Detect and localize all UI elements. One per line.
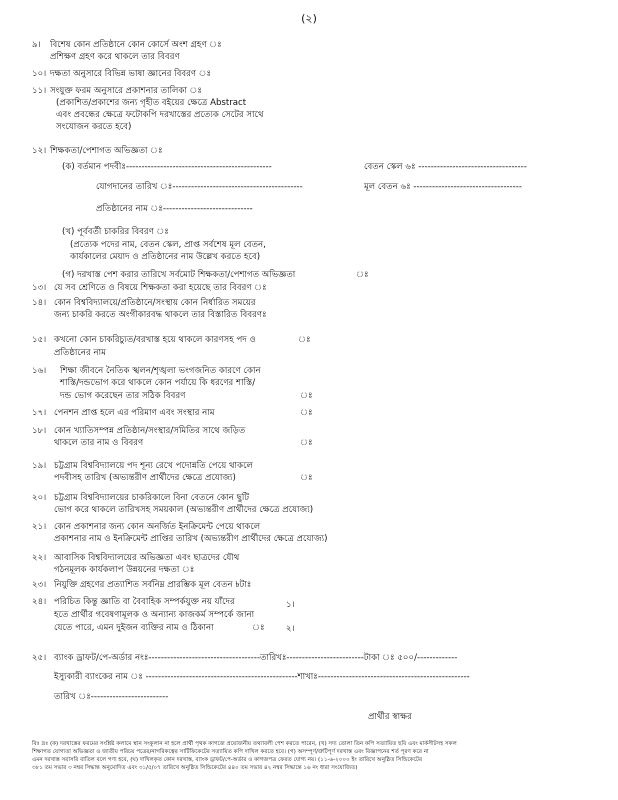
item-11-number: ১১।	[32, 86, 47, 96]
item-15-colon: ঃ	[298, 335, 311, 345]
total-experience-colon: ঃ	[356, 270, 369, 280]
item-15-number: ১৫।	[32, 335, 47, 345]
item-20-line-1: চট্টগ্রাম বিশ্ববিদ্যালয়ের চাকরিকালে বিনা বেতনে কোন ছুটি	[54, 493, 250, 503]
item-21-number: ২১।	[32, 522, 47, 532]
footnote-line-4: ৩৮১ তম সভার ৩ নম্বর সিদ্ধান্ত অনুমোদিত এবং ৩১/৫/০৭ তারিখে অনুষ্ঠিত সিন্ডিকেটের ৪৪০ তম সভার ৪২ নম্বর সিদ্ধান্তে ১৬ নং ধারা সংযোজিত)	[32, 765, 358, 771]
item-16-colon: ঃ	[300, 391, 313, 401]
item-18-colon: ঃ	[300, 438, 313, 448]
item-24-line-3: যেতে পারে, এমন দুইজন ব্যক্তির নাম ও ঠিকানা	[54, 623, 214, 633]
item-24-number: ২৪।	[32, 597, 47, 607]
item-15-line-1: কখনো কোন চাকরিচ্যুত/বরখাস্ত হয়ে থাকলে কারণসহ পদ ও	[54, 335, 256, 345]
basic-pay-field[interactable]: মূল বেতন ৬ঃ -----------------------------------	[364, 182, 522, 192]
item-24-colon: ঃ	[252, 623, 265, 633]
item-19-number: ১৯।	[32, 461, 47, 471]
item-20-line-2: ভোগ করে থাকলে তারিখসহ সময়কাল (অভ্যন্তরীণ প্রার্থীদের ক্ষেত্রে প্রযোজ্য)	[54, 505, 314, 515]
joining-date-field[interactable]: যোগদানের তারিখ ঃ------------------------------------------	[96, 182, 303, 192]
item-24-line-1: পরিচিত কিন্তু জ্ঞাতি বা বৈবাহিক সম্পর্কযুক্ত নয় যাঁদের	[54, 597, 235, 607]
reference-1-number: ১।	[286, 600, 295, 610]
item-21-line-2: প্রকাশনার নাম ও ইনক্রিমেন্ট প্রাপ্তির তারিখ (অভ্যন্তরীণ প্রার্থীদের ক্ষেত্রে প্রযোজ্য)	[54, 534, 328, 544]
pay-scale-field[interactable]: বেতন স্কেল ৬ঃ -----------------------------------	[364, 162, 527, 172]
bank-draft-field[interactable]: ব্যাংক ড্রাফট/পে-অর্ডার নংঃ------------------------------------তারিখঃ-------------------------টাকা ঃ ৫০০/-------------	[54, 653, 458, 663]
item-24-line-2: হতে প্রার্থীর গবেষণামূলক ও অন্যান্য কাজকর্ম সম্পর্কে জানা	[54, 610, 255, 620]
applicant-signature-label: প্রার্থীর স্বাক্ষর	[368, 712, 412, 722]
item-16-line-2: শাস্তি/দন্ডভোগ করে থাকলে কোন পর্যায়ে কি ধরণের শাস্তি/	[60, 378, 256, 388]
reference-2-number: ২।	[286, 624, 295, 634]
footnote-line-3: এমন দরখাস্ত সরাসরি বাতিল বলে গণ্য হবে, (ঘ) দাখিলকৃত কোন দরখাস্ত, ব্যাংক ড্রাফট/পে-অর্ডার ও কাগজপত্র ফেরত যোগ্য নয়। (১১-৬-২০০০ ইং তারিখে অনুষ্ঠিত সিন্ডিকেটের	[32, 757, 423, 763]
item-15-line-2: প্রতিষ্ঠানের নাম	[54, 348, 106, 358]
item-21-line-1: কোন প্রকাশনার জন্য কোন অনর্জিত ইনক্রিমেন্ট পেয়ে থাকলে	[54, 522, 261, 532]
item-17-number: ১৭।	[32, 408, 47, 418]
item-22-number: ২২।	[32, 553, 47, 563]
issuing-bank-field[interactable]: ইস্যুকারী ব্যাংকের নাম ঃ -------------------------------------------------শাখাঃ-------------------------------------------------	[54, 672, 470, 682]
footnote-line-1: বিঃ দ্রঃ (ক) দরখাস্তের ফরমের সংশ্লিষ্ট কলামে স্থান সংকুলান না হলে প্রার্থী পৃথক কাগজে প্রয়োজনীয় তথ্যাবলী পেশ করতে পারেন, (খ) সদ্য তোলা তিন কপি সত্যায়িত ছবি এবং মার্কসীটসহ সকল	[32, 741, 457, 747]
item-14-line-1: কোন বিশ্ববিদ্যালয়ে/প্রতিষ্ঠানে/সংস্থায় কোন নির্ধারিত সময়ের	[54, 298, 256, 308]
item-23-number: ২৩।	[32, 580, 47, 590]
item-13-number: ১৩।	[32, 283, 47, 293]
payment-date-field[interactable]: তারিখ ঃ-------------------------	[54, 692, 169, 702]
item-14-number: ১৪।	[32, 298, 47, 308]
previous-service-label: (খ) পূর্ববর্তী চাকরির বিবরণ ঃ	[62, 227, 169, 237]
item-18-line-2: থাকলে তার নাম ও বিবরণ	[54, 438, 144, 448]
item-17-colon: ঃ	[300, 408, 313, 418]
item-9-line-2: প্রশিক্ষণ গ্রহণ করে থাকলে তার বিবরণ	[50, 52, 180, 62]
item-22-line-1: আবাসিক বিশ্ববিদ্যালয়ের অভিজ্ঞতা এবং ছাত্রদের যৌথ	[54, 553, 240, 563]
item-9-line-1: বিশেষ কোন প্রতিষ্ঠানে কোন কোর্সে অংশ গ্রহণ ঃ	[50, 40, 222, 50]
item-16-line-1: শিক্ষা জীবনে নৈতিক স্খলন/শৃঙ্খলা ভংগজনিত কারণে কোন	[60, 366, 261, 376]
item-11-line-3: এবং প্রবন্ধের ক্ষেত্রে ফটোকপি দরখাস্তের প্রত্যেক সেটের সাথে	[56, 110, 264, 120]
item-14-line-2: জন্য চাকরি করতে অংগীকারবদ্ধ থাকলে তার বিস্তারিত বিবরণঃ	[54, 310, 267, 320]
item-11-line-1: সংযুক্ত ফরম অনুসারে প্রকাশনার তালিকা ঃ	[50, 86, 202, 96]
item-16-number: ১৬।	[32, 366, 47, 376]
item-19-colon: ঃ	[300, 473, 313, 483]
item-20-number: ২০।	[32, 493, 47, 503]
item-12-line-1: শিক্ষকতা/পেশাগত অভিজ্ঞতা ঃ	[50, 146, 163, 156]
previous-service-line-1: (প্রত্যেক পদের নাম, বেতন স্কেল, প্রাপ্ত সর্বশেষ মূল বেতন,	[70, 240, 266, 250]
item-10-number: ১০।	[32, 69, 47, 79]
item-18-number: ১৮।	[32, 426, 47, 436]
current-post-field[interactable]: (ক) বর্তমান পদবীঃ-----------------------------------------------	[62, 162, 272, 172]
item-19-line-1: চট্টগ্রাম বিশ্ববিদ্যালয়ে পদ শূন্য রেখে পদোন্নতি পেয়ে থাকলে	[54, 461, 253, 471]
item-9-number: ৯।	[32, 40, 41, 50]
item-12-number: ১২।	[32, 146, 47, 156]
page-number: (২)	[301, 12, 317, 25]
item-25-number: ২৫।	[32, 653, 47, 663]
item-11-line-4: সংযোজন করতে হবে)	[56, 122, 132, 132]
item-16-line-3: দন্ড ভোগ করেছেন তার সঠিক বিবরণ	[60, 391, 186, 401]
item-11-line-2: (প্রকাশিত/প্রকাশের জন্য গৃহীত বইয়ের ক্ষেত্রে Abstract	[56, 98, 247, 108]
item-10-line-1: দক্ষতা অনুসারে বিভিন্ন ভাষা জ্ঞানের বিবরণ ঃ	[50, 69, 212, 79]
item-13-line-1: যে সব শ্রেণিতে ও বিষয়ে শিক্ষকতা করা হয়েছে তার বিবরণ ঃ	[54, 283, 267, 293]
item-18-line-1: কোন খ্যাতিসম্পন্ন প্রতিষ্ঠান/সংস্থার/সমিতির সাথে জড়িত	[54, 426, 246, 436]
footnote-line-2: শিক্ষাগত যোগ্যতা অভিজ্ঞতা ও জাতীয় পরিচয় পত্রের/নাগরিকত্বের সার্টিফিকেটের সত্যায়িত কপি দাখিল করতে হবে। (গ) অসম্পূর্ণ/ত্রুটিপূর্ণ দরখাস্ত এবং বিজ্ঞাপনের শর্ত পূরণ করে না	[32, 749, 429, 755]
total-experience-label: (গ) দরখাস্ত পেশ করার তারিখে সর্বমোট শিক্ষকতা/পেশাগত অভিজ্ঞতা	[62, 270, 296, 280]
previous-service-line-2: কার্যকালের মেয়াদ ও প্রতিষ্ঠানের নাম উল্লেখ করতে হবে)	[70, 252, 261, 262]
item-22-line-2: গঠনমূলক কার্যকলাপ উন্নয়নের দক্ষতা ঃ	[54, 565, 195, 575]
institution-field[interactable]: প্রতিষ্ঠানের নাম ঃ-----------------------------	[96, 204, 253, 214]
item-19-line-2: পদবীসহ তারিখ (অভ্যন্তরীণ প্রার্থীদের ক্ষেত্রে প্রযোজ্য)	[54, 473, 236, 483]
item-23-line-1: নিযুক্তি গ্রহণের প্রত্যাশিত সর্বনিম্ন প্রারম্ভিক মূল বেতন ৳টাঃ	[54, 580, 252, 590]
item-17-line-1: পেনশন প্রাপ্ত হলে এর পরিমাণ এবং সংস্থার নাম	[54, 408, 215, 418]
